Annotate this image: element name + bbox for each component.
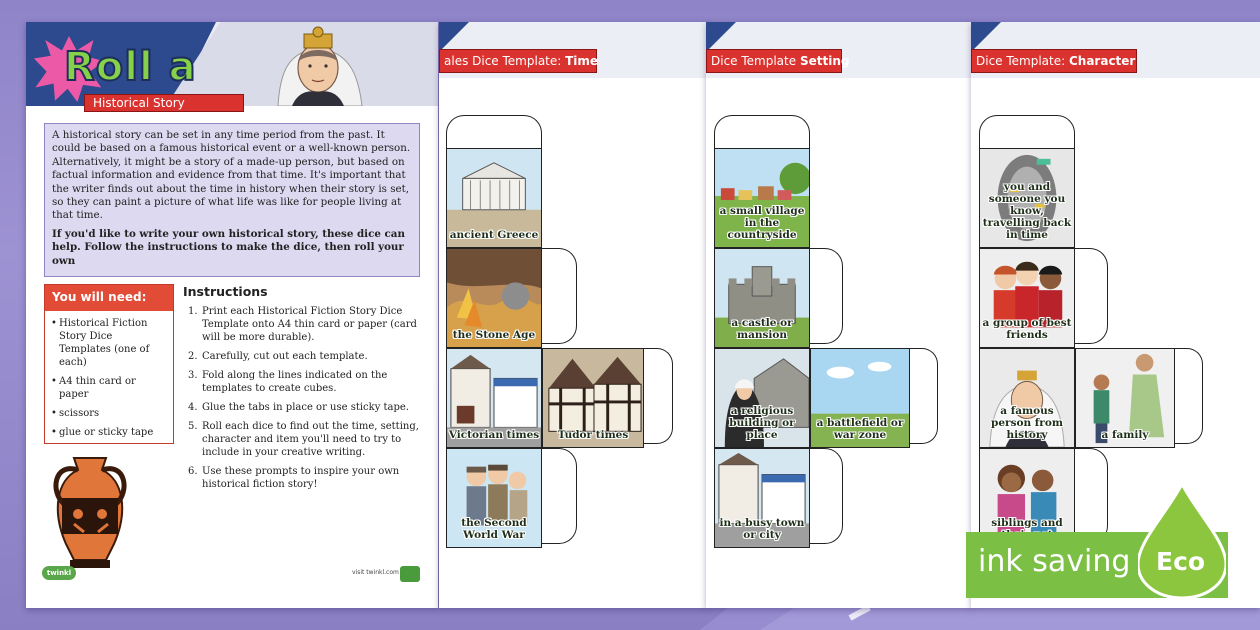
dice-face-famous-person xyxy=(979,348,1075,448)
dice-tab xyxy=(541,448,577,544)
dice-face-victorian xyxy=(446,348,542,448)
instructions-title: Instructions xyxy=(183,284,268,299)
face-caption: a battlefield or war zone xyxy=(816,417,904,441)
dice-face-family xyxy=(1075,348,1175,448)
face-caption: the Second World War xyxy=(461,517,527,541)
list-item: 1. Print each Historical Fiction Story Dice Template onto A4 thin card or paper (card will be more durable). xyxy=(188,306,417,343)
dice-face-stone-age xyxy=(446,248,542,348)
face-caption: Victorian times xyxy=(448,429,540,441)
dice-tab xyxy=(643,348,673,444)
queen-victoria-illustration xyxy=(258,22,378,106)
page-header xyxy=(26,22,438,110)
page-header xyxy=(971,22,1260,78)
time-dice-template-page xyxy=(439,22,707,608)
face-caption: a family xyxy=(1101,429,1149,441)
dice-face-village xyxy=(714,148,810,248)
header-corner xyxy=(706,22,736,52)
twinkl-logo: twinkl xyxy=(42,566,76,580)
dice-tab xyxy=(1074,248,1108,344)
face-caption: Tudor times xyxy=(557,429,629,441)
dice-face-ancient-greece xyxy=(446,148,542,248)
face-caption: a group of best friends xyxy=(982,317,1072,341)
dice-tab xyxy=(910,348,938,444)
template-label: Dice Template Setting xyxy=(706,49,842,73)
list-item: 2. Carefully, cut out each template. xyxy=(188,351,368,362)
greek-vase-illustration xyxy=(44,452,136,572)
ink-saving-text: ink saving xyxy=(978,544,1131,579)
face-caption: the Stone Age xyxy=(452,329,536,341)
instructions-page xyxy=(26,22,438,608)
footer-url: visit twinkl.com xyxy=(352,569,399,576)
intro-text-box xyxy=(44,123,420,277)
instructions-list xyxy=(188,305,422,497)
footer-badge-icon xyxy=(400,566,420,582)
dice-face-battlefield xyxy=(810,348,910,448)
dice-face-tudor xyxy=(542,348,644,448)
dice-face-best-friends xyxy=(979,248,1075,348)
list-item: 3. Fold along the lines indicated on the templates to create cubes. xyxy=(188,370,388,394)
intro-paragraph-bold: If you'd like to write your own historical story, these dice can help. Follow the instructions to make the dice, then roll your own xyxy=(52,227,405,267)
you-will-need-title: You will need: xyxy=(45,285,173,311)
list-item: 4. Glue the tabs in place or use sticky tape. xyxy=(188,402,410,413)
eco-label-wrap xyxy=(966,532,1228,598)
face-caption: you and someone you know, travelling back in time xyxy=(982,181,1072,241)
face-caption: a small village in the countryside xyxy=(719,205,805,241)
template-label: ales Dice Template: Time xyxy=(439,49,597,73)
page-header xyxy=(439,22,707,78)
header-corner xyxy=(439,22,469,52)
dice-tab xyxy=(809,448,843,544)
page-header xyxy=(706,22,972,78)
eco-label: Eco xyxy=(1156,547,1206,576)
dice-face-busy-town xyxy=(714,448,810,548)
face-caption: siblings and xyxy=(991,517,1063,529)
list-item: • glue or sticky tape xyxy=(51,426,167,439)
dice-tab xyxy=(809,248,843,344)
dice-face-castle xyxy=(714,248,810,348)
list-item: 5. Roll each dice to find out the time, setting, character and item you'll need to try to include in your creative writing. xyxy=(188,421,419,458)
page-title: Roll a xyxy=(64,44,197,90)
face-caption: a famous person from history xyxy=(991,405,1063,441)
template-label: Dice Template: Character xyxy=(971,49,1137,73)
face-caption: a castle or mansion xyxy=(731,317,793,341)
face-caption: a religious building or place xyxy=(729,405,795,441)
dice-face-time-travel xyxy=(979,148,1075,248)
dice-tab xyxy=(1074,448,1108,544)
setting-dice-template-page xyxy=(706,22,972,608)
dice-face-religious-building xyxy=(714,348,810,448)
you-will-need-box xyxy=(44,284,174,444)
header-corner xyxy=(971,22,1001,52)
list-item: • A4 thin card or paper xyxy=(51,375,167,401)
dice-tab xyxy=(541,248,577,344)
list-item: 6. Use these prompts to inspire your own historical fiction story! xyxy=(188,466,400,490)
intro-paragraph: A historical story can be set in any time period from the past. It could be based on a famous historical event or a well-known person. Alternatively, it might be a story of a made-up person, but based on factual information and evidence from that time. It's important that the writer finds out about the time in history when their story is set, so they can paint a picture of what life was like for people living at that time. xyxy=(52,129,411,222)
page-footer xyxy=(42,566,422,586)
list-item: • scissors xyxy=(51,407,167,420)
materials-list xyxy=(45,311,173,451)
face-caption: ancient Greece xyxy=(449,229,539,241)
list-item: • Historical Fiction Story Dice Templates (one of each) xyxy=(51,317,167,369)
face-caption: in a busy town or city xyxy=(719,517,805,541)
dice-face-second-world-war xyxy=(446,448,542,548)
page-subtitle: Historical Story xyxy=(84,94,244,112)
dice-tab xyxy=(1175,348,1203,444)
